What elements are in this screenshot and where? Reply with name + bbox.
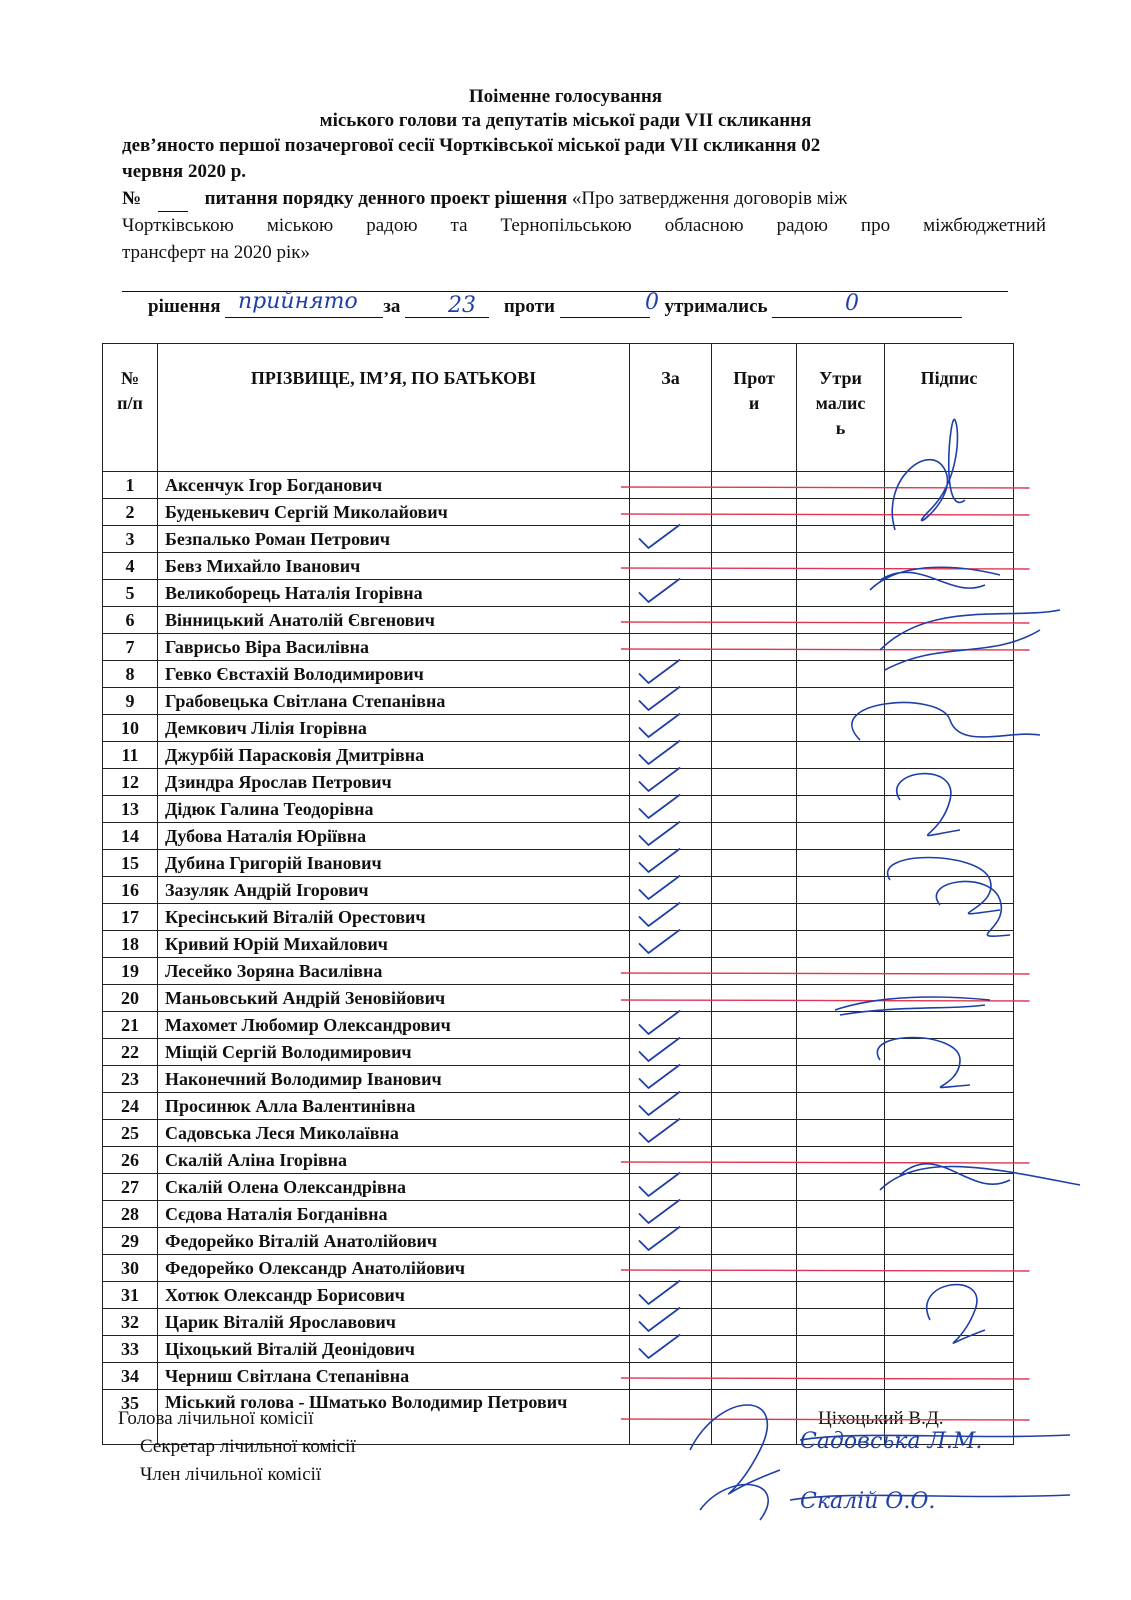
deputy-name: Федорейко Віталій Анатолійович [158,1228,630,1255]
separator-line [122,291,1008,292]
row-number: 15 [103,850,158,877]
table-row [103,796,1014,823]
abstained-handwritten-value: 0 [845,291,859,316]
signature-cell [885,904,1014,931]
vote-abstained-cell [797,688,885,715]
row-number: 26 [103,1147,158,1174]
vote-against-cell [712,769,797,796]
row-number: 4 [103,553,158,580]
vote-against-cell [712,472,797,499]
vote-abstained-cell [797,1282,885,1309]
signature-cell [885,1093,1014,1120]
table-row [103,850,1014,877]
row-number: 6 [103,607,158,634]
signature-cell [885,1282,1014,1309]
signature-cell [885,580,1014,607]
vote-against-cell [712,823,797,850]
row-number: 18 [103,931,158,958]
signature-cell [885,1363,1014,1390]
vote-against-cell [712,1093,797,1120]
vote-against-cell [712,850,797,877]
vote-against-cell [712,1147,797,1174]
vote-against-cell [712,1120,797,1147]
vote-abstained-cell [797,472,885,499]
vote-for-cell [630,823,712,850]
row-number: 31 [103,1282,158,1309]
vote-against-cell [712,1255,797,1282]
deputy-name: Садовська Леся Миколаївна [158,1120,630,1147]
vote-against-cell [712,661,797,688]
agenda-line-2: Чортківською міською радою та Тернопільською обласною радою про міжбюджетний [122,215,1046,236]
vote-against-cell [712,634,797,661]
vote-against-cell [712,985,797,1012]
vote-for-cell [630,1228,712,1255]
vote-against-cell [712,1309,797,1336]
vote-for-cell [630,1066,712,1093]
table-row [103,877,1014,904]
deputy-name: Дзиндра Ярослав Петрович [158,769,630,796]
row-number: 3 [103,526,158,553]
vote-abstained-cell [797,877,885,904]
for-handwritten-value: 23 [448,293,476,318]
vote-for-cell [630,904,712,931]
deputy-name: Лесейко Зоряна Василівна [158,958,630,985]
table-row [103,1228,1014,1255]
signature-cell [885,1066,1014,1093]
signature-cell [885,1174,1014,1201]
row-number: 25 [103,1120,158,1147]
row-number: 29 [103,1228,158,1255]
member-label: Член лічильної комісії [140,1464,322,1485]
vote-table [102,343,1014,1445]
signature-cell [885,931,1014,958]
table-row [103,1039,1014,1066]
signature-cell [885,553,1014,580]
vote-for-cell [630,985,712,1012]
table-row [103,499,1014,526]
signature-cell [885,634,1014,661]
vote-against-cell [712,526,797,553]
vote-for-cell [630,580,712,607]
header-num: № п/п [103,344,158,472]
signature-cell [885,499,1014,526]
vote-for-cell [630,1390,712,1445]
vote-abstained-cell [797,1228,885,1255]
header-name: ПРІЗВИЩЕ, ІМ’Я, ПО БАТЬКОВІ [158,344,630,472]
signature-cell [885,472,1014,499]
table-row [103,1147,1014,1174]
signature-cell [885,769,1014,796]
vote-for-cell [630,688,712,715]
vote-for-cell [630,1012,712,1039]
vote-for-cell [630,553,712,580]
row-number: 22 [103,1039,158,1066]
vote-for-cell [630,661,712,688]
header-signature: Підпис [885,344,1014,472]
table-row [103,1282,1014,1309]
table-row [103,472,1014,499]
member-handwritten-name: Скалій О.О. [800,1489,936,1514]
table-row [103,823,1014,850]
decision-line [148,296,962,318]
table-row [103,985,1014,1012]
row-number: 19 [103,958,158,985]
document-title: Поіменне голосування [468,86,663,107]
vote-abstained-cell [797,1336,885,1363]
row-number: 23 [103,1066,158,1093]
secretary-label: Секретар лічильної комісії [140,1436,356,1457]
agenda-text-1: «Про затвердження договорів між [571,188,848,209]
vote-abstained-cell [797,580,885,607]
header-abstained: Утри малис ь [797,344,885,472]
row-number: 9 [103,688,158,715]
table-row [103,1066,1014,1093]
deputy-name: Скалій Олена Олександрівна [158,1174,630,1201]
vote-abstained-cell [797,634,885,661]
vote-against-cell [712,904,797,931]
row-number: 11 [103,742,158,769]
vote-for-cell [630,769,712,796]
table-row [103,688,1014,715]
signature-cell [885,1309,1014,1336]
vote-for-cell [630,958,712,985]
vote-against-cell [712,1336,797,1363]
decision-blank [225,297,383,318]
decision-label: рішення [148,296,221,317]
vote-abstained-cell [797,1255,885,1282]
vote-against-cell [712,958,797,985]
deputy-name: Федорейко Олександр Анатолійович [158,1255,630,1282]
signature-cell [885,1120,1014,1147]
deputy-name: Зазуляк Андрій Ігорович [158,877,630,904]
row-number: 7 [103,634,158,661]
deputy-name: Міський голова - Шматько Володимир Петрович [158,1390,630,1445]
vote-for-cell [630,715,712,742]
table-row [103,1012,1014,1039]
signature-cell [885,850,1014,877]
secretary-handwritten-name: Садовська Л.М. [800,1429,983,1454]
vote-for-cell [630,472,712,499]
signature-cell [885,1336,1014,1363]
table-row [103,1120,1014,1147]
table-row [103,526,1014,553]
row-number: 2 [103,499,158,526]
vote-for-cell [630,607,712,634]
row-number: 14 [103,823,158,850]
table-row [103,1093,1014,1120]
signature-cell [885,742,1014,769]
signature-cell [885,1201,1014,1228]
vote-abstained-cell [797,499,885,526]
table-row [103,1363,1014,1390]
vote-for-cell [630,850,712,877]
deputy-name: Великоборець Наталія Ігорівна [158,580,630,607]
deputy-name: Кресінський Віталій Орестович [158,904,630,931]
vote-abstained-cell [797,1066,885,1093]
vote-abstained-cell [797,742,885,769]
deputy-name: Міщій Сергій Володимирович [158,1039,630,1066]
session-line-1: дев’яносто першої позачергової сесії Чортківської міської ради VII скликання 02 [122,135,821,156]
deputy-name: Дубина Григорій Іванович [158,850,630,877]
signature-cell [885,1012,1014,1039]
row-number: 13 [103,796,158,823]
row-number: 33 [103,1336,158,1363]
vote-for-cell [630,1039,712,1066]
vote-abstained-cell [797,985,885,1012]
vote-against-cell [712,877,797,904]
header-against: Прот и [712,344,797,472]
row-number: 17 [103,904,158,931]
vote-against-cell [712,580,797,607]
deputy-name: Бевз Михайло Іванович [158,553,630,580]
vote-for-cell [630,1174,712,1201]
table-row [103,931,1014,958]
against-label: проти [503,296,555,317]
vote-abstained-cell [797,1147,885,1174]
vote-for-cell [630,877,712,904]
vote-against-cell [712,1039,797,1066]
vote-for-cell [630,1282,712,1309]
row-number: 10 [103,715,158,742]
table-row [103,553,1014,580]
abstained-blank [772,297,962,318]
deputy-name: Аксенчук Ігор Богданович [158,472,630,499]
header-for: За [630,344,712,472]
signature-cell [885,715,1014,742]
table-row [103,580,1014,607]
deputy-name: Сєдова Наталія Богданівна [158,1201,630,1228]
table-row [103,1174,1014,1201]
vote-abstained-cell [797,904,885,931]
deputy-name: Черниш Світлана Степанівна [158,1363,630,1390]
vote-abstained-cell [797,607,885,634]
vote-against-cell [712,931,797,958]
vote-against-cell [712,1282,797,1309]
table-row [103,958,1014,985]
vote-abstained-cell [797,958,885,985]
vote-for-cell [630,1120,712,1147]
vote-against-cell [712,742,797,769]
vote-abstained-cell [797,1120,885,1147]
for-label: за [383,296,401,317]
table-row [103,1309,1014,1336]
vote-for-cell [630,1363,712,1390]
deputy-name: Дубова Наталія Юріївна [158,823,630,850]
chair-name: Ціхоцький В.Д. [818,1408,944,1429]
vote-abstained-cell [797,1012,885,1039]
signature-cell [885,1228,1014,1255]
vote-for-cell [630,634,712,661]
table-row [103,1336,1014,1363]
signature-cell [885,526,1014,553]
vote-for-cell [630,1336,712,1363]
vote-against-cell [712,688,797,715]
table-row [103,742,1014,769]
vote-for-cell [630,1309,712,1336]
vote-for-cell [630,499,712,526]
signature-cell [885,958,1014,985]
abstained-label: утримались [664,296,768,317]
decision-handwritten-value: прийнято [238,289,358,314]
signature-cell [885,1039,1014,1066]
vote-against-cell [712,607,797,634]
vote-against-cell [712,553,797,580]
vote-abstained-cell [797,715,885,742]
vote-for-cell [630,1147,712,1174]
deputy-name: Гевко Євстахій Володимирович [158,661,630,688]
vote-for-cell [630,742,712,769]
signature-cell [885,1147,1014,1174]
vote-against-cell [712,1390,797,1445]
row-number: 20 [103,985,158,1012]
table-row [103,715,1014,742]
vote-against-cell [712,499,797,526]
vote-against-cell [712,1066,797,1093]
row-number: 16 [103,877,158,904]
vote-abstained-cell [797,1309,885,1336]
vote-against-cell [712,796,797,823]
row-number: 32 [103,1309,158,1336]
deputy-name: Царик Віталій Ярославович [158,1309,630,1336]
deputy-name: Грабовецька Світлана Степанівна [158,688,630,715]
vote-against-cell [712,1201,797,1228]
table-row [103,634,1014,661]
agenda-line-3: трансферт на 2020 рік» [122,242,310,263]
deputy-name: Буденькевич Сергій Миколайович [158,499,630,526]
vote-against-cell [712,1363,797,1390]
deputy-name: Ціхоцький Віталій Деонідович [158,1336,630,1363]
vote-for-cell [630,1255,712,1282]
table-row [103,904,1014,931]
vote-for-cell [630,1201,712,1228]
vote-for-cell [630,796,712,823]
vote-against-cell [712,1174,797,1201]
vote-abstained-cell [797,1093,885,1120]
vote-against-cell [712,1012,797,1039]
row-number: 30 [103,1255,158,1282]
vote-abstained-cell [797,823,885,850]
against-blank [560,297,650,318]
signature-cell [885,688,1014,715]
row-number: 34 [103,1363,158,1390]
signature-cell [885,985,1014,1012]
vote-abstained-cell [797,1201,885,1228]
agenda-number-label: № [122,188,142,209]
row-number: 24 [103,1093,158,1120]
deputy-name: Махомет Любомир Олександрович [158,1012,630,1039]
agenda-line-1 [122,186,1046,212]
row-number: 21 [103,1012,158,1039]
vote-abstained-cell [797,1363,885,1390]
table-row [103,769,1014,796]
table-row [103,1201,1014,1228]
signature-cell [885,823,1014,850]
for-blank [405,297,489,318]
deputy-name: Хотюк Олександр Борисович [158,1282,630,1309]
vote-abstained-cell [797,661,885,688]
vote-abstained-cell [797,1039,885,1066]
deputy-name: Просинюк Алла Валентинівна [158,1093,630,1120]
deputy-name: Демкович Лілія Ігорівна [158,715,630,742]
row-number: 28 [103,1201,158,1228]
signature-cell [885,1255,1014,1282]
vote-for-cell [630,1093,712,1120]
vote-abstained-cell [797,850,885,877]
row-number: 5 [103,580,158,607]
row-number: 8 [103,661,158,688]
row-number: 35 [103,1390,158,1445]
vote-abstained-cell [797,931,885,958]
deputy-name: Джурбій Парасковія Дмитрівна [158,742,630,769]
signature-cell [885,877,1014,904]
vote-abstained-cell [797,1174,885,1201]
deputy-name: Вінницький Анатолій Євгенович [158,607,630,634]
signature-cell [885,796,1014,823]
vote-abstained-cell [797,796,885,823]
vote-abstained-cell [797,526,885,553]
signature-cell [885,607,1014,634]
vote-against-cell [712,715,797,742]
table-row [103,607,1014,634]
chair-label: Голова лічильної комісії [118,1408,314,1429]
vote-abstained-cell [797,553,885,580]
vote-against-cell [712,1228,797,1255]
deputy-name: Гаврисьо Віра Василівна [158,634,630,661]
row-number: 12 [103,769,158,796]
deputy-name: Кривий Юрій Михайлович [158,931,630,958]
document-subtitle: міського голови та депутатів міської ради VII скликання [319,110,812,131]
vote-abstained-cell [797,769,885,796]
deputy-name: Скалій Аліна Ігорівна [158,1147,630,1174]
table-row [103,661,1014,688]
vote-for-cell [630,526,712,553]
session-line-2: червня 2020 р. [122,161,247,182]
deputy-name: Наконечний Володимир Іванович [158,1066,630,1093]
agenda-number-blank [158,191,188,212]
table-header-row [103,344,1014,472]
row-number: 27 [103,1174,158,1201]
signature-cell [885,661,1014,688]
footer-signature-member [700,1485,1070,1520]
deputy-name: Дідюк Галина Теодорівна [158,796,630,823]
agenda-bold-text: питання порядку денного проект рішення [204,188,568,209]
vote-for-cell [630,931,712,958]
against-handwritten-value: 0 [645,290,659,315]
deputy-name: Безпалько Роман Петрович [158,526,630,553]
row-number: 1 [103,472,158,499]
deputy-name: Маньовський Андрій Зеновійович [158,985,630,1012]
table-row [103,1255,1014,1282]
